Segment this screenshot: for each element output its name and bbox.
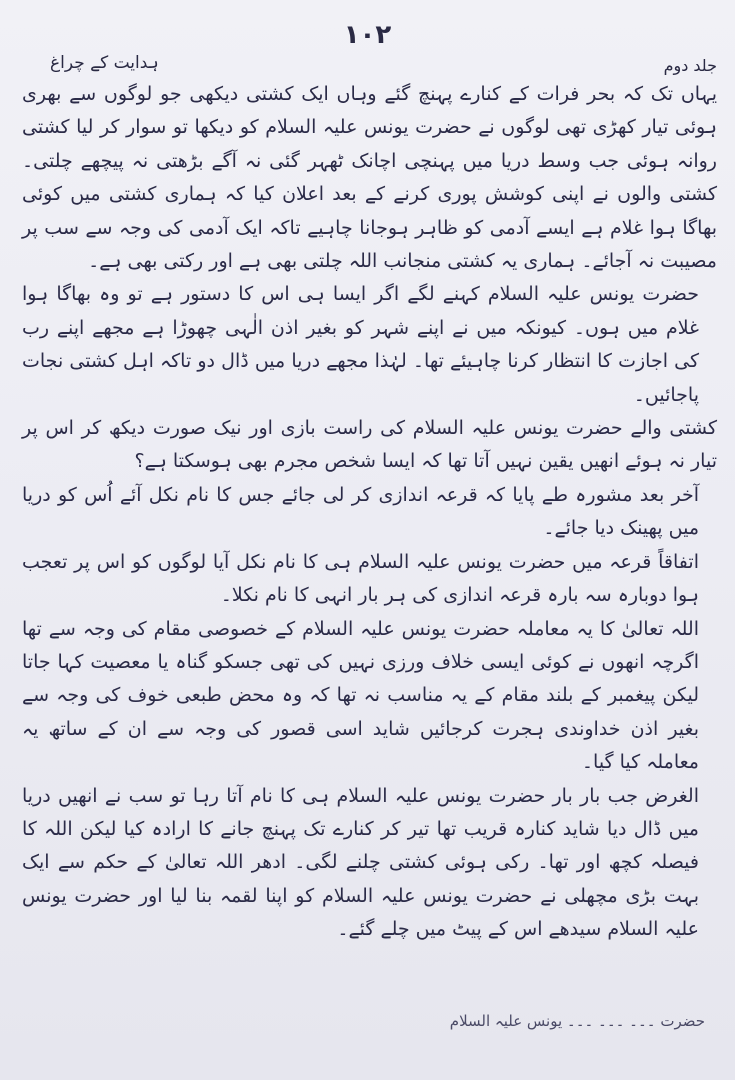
- page-number: ۱۰۲: [343, 20, 392, 50]
- paragraph-6: اللہ تعالیٰ کا یہ معاملہ حضرت یونس علیہ السلام کے خصوصی مقام کی وجہ سے تھا اگرچہ انھوں نے کوئی ایسی خلاف ورزی نہیں کی تھی جسکو گناہ یا معصیت کہا جاتا لیکن پیغمبر کے بلند مقام کے یہ مناسب نہ تھا کہ وہ محض طبعی خوف کی وجہ سے بغیر اذن خداوندی ہجرت کرجائیں شاید اسی قصور کی وجہ سے ان کے ساتھ یہ معاملہ کیا گیا۔: [22, 617, 699, 774]
- paragraph-7: الغرض جب بار بار حضرت یونس علیہ السلام ہی کا نام آتا رہا تو سب نے انھیں دریا میں ڈال دیا شاید کنارہ قریب تھا تیر کر کنارے تک پہنچ جانے کا ارادہ کیا لیکن اللہ کا فیصلہ کچھ اور تھا۔ رکی ہوئی کشتی چلنے لگی۔ ادھر اللہ تعالیٰ کے حکم سے ایک بہت بڑی مچھلی نے حضرت یونس علیہ السلام کو اپنا لقمہ بنا لیا اور حضرت یونس علیہ السلام سیدھے اس کے پیٹ میں چلے گئے۔: [22, 784, 699, 941]
- footnote: حضرت ۔۔۔ ۔۔۔ ۔۔۔ یونس علیہ السلام: [449, 1012, 705, 1030]
- paragraph-4: آخر بعد مشورہ طے پایا کہ قرعہ اندازی کر لی جائے جس کا نام نکل آئے اُس کو دریا میں پھینک دیا جائے۔: [22, 483, 699, 540]
- paragraph-1: یہاں تک کہ بحر فرات کے کنارے پہنچ گئے وہاں ایک کشتی دیکھی جو لوگوں سے بھری ہوئی تیار کھڑی تھی لوگوں نے حضرت یونس علیہ السلام کو دیکھا تو سوار کر لیا کشتی روانہ ہوئی جب وسط دریا میں پہنچی اچانک ٹھہر گئی نہ آگے بڑھتی نہ پیچھے چلتی۔ کشتی والوں نے اپنی کوشش پوری کرنے کے بعد اعلان کیا کہ ہماری کشتی میں کوئی بھاگا ہوا غلام ہے ایسے آدمی کو ظاہر ہوجانا چاہیے تاکہ ایک آدمی کی وجہ سے سب پر مصیبت نہ آجائے۔ ہماری یہ کشتی منجانب اللہ چلتی بھی ہے اور رکتی بھی ہے۔: [22, 83, 717, 273]
- volume-label: جلد دوم: [663, 56, 717, 75]
- paragraph-3: کشتی والے حضرت یونس علیہ السلام کی راست بازی اور نیک صورت دیکھ کر اس پر تیار نہ ہوئے انھیں یقین نہیں آتا تھا کہ ایسا شخص مجرم بھی ہوسکتا ہے؟: [22, 417, 717, 473]
- paragraph-5: اتفاقاً قرعہ میں حضرت یونس علیہ السلام ہی کا نام نکل آیا لوگوں کو اس پر تعجب ہوا دوبارہ سہ بارہ قرعہ اندازی کی ہر بار انہی کا نام نکلا۔: [22, 550, 699, 607]
- body-text: [22, 78, 717, 947]
- paragraph-2: حضرت یونس علیہ السلام کہنے لگے اگر ایسا ہی اس کا دستور ہے تو وہ بھاگا ہوا غلام میں ہوں۔ کیونکہ میں نے اپنے شہر کو بغیر اذن الٰہی چھوڑا ہے مجھے اپنے رب کی اجازت کا انتظار کرنا چاہیئے تھا۔ لہٰذا مجھے دریا میں ڈال دو تاکہ اہل کشتی نجات پاجائیں۔: [22, 283, 699, 406]
- running-title: ہدایت کے چراغ: [50, 53, 159, 73]
